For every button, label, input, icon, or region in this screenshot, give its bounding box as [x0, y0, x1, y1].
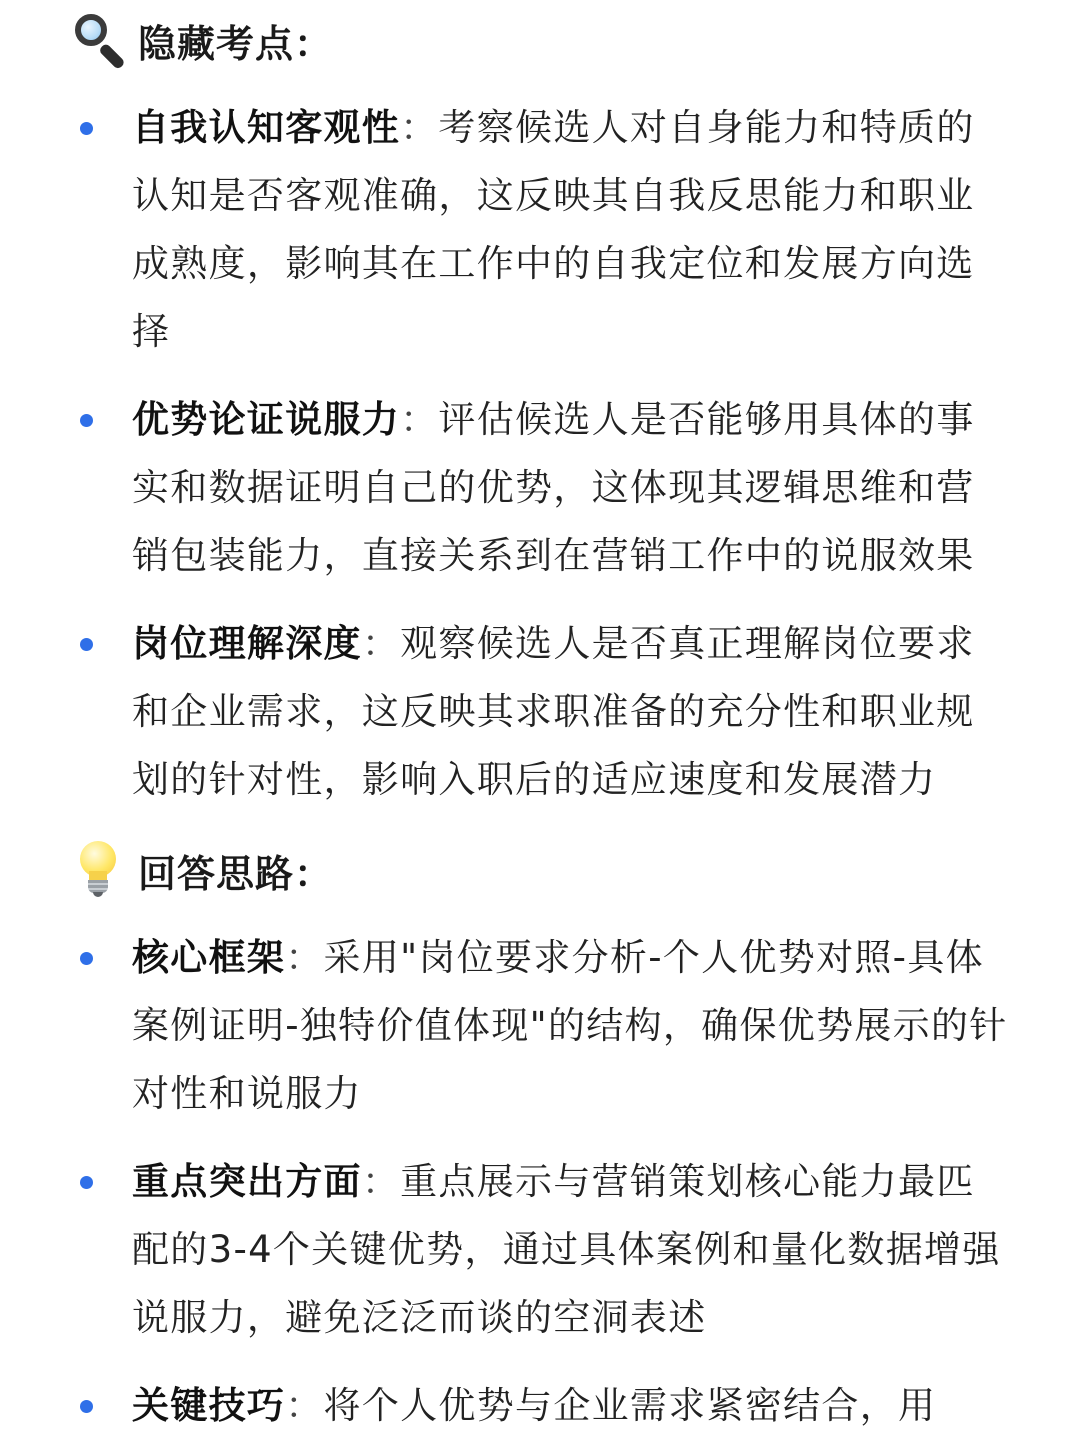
list-item-term: 核心框架 — [132, 936, 286, 979]
section-heading-hidden-points — [72, 8, 333, 72]
list-item-text — [132, 386, 1012, 590]
list-item-body: 重点展示与营销策划核心能力最匹配的3-4个关键优势，通过具体案例和量化数据增强说服力，避免泛泛而谈的空洞表述 — [132, 1160, 1001, 1339]
list-item-separator: ： — [285, 1384, 324, 1427]
list-item-text — [132, 924, 1012, 1128]
list-item-term: 关键技巧 — [132, 1384, 286, 1427]
list-item-text — [132, 94, 1012, 366]
bullet-dot — [80, 1400, 93, 1413]
magnifying-glass-icon — [72, 11, 130, 69]
bullet-dot — [80, 122, 93, 135]
bullet-dot — [80, 1176, 93, 1189]
list-item-text — [132, 610, 1012, 814]
bullet-dot — [80, 638, 93, 651]
list-item-term: 重点突出方面 — [132, 1160, 362, 1203]
list-item-separator: ： — [400, 398, 439, 441]
list-item-term: 优势论证说服力 — [132, 398, 401, 441]
light-bulb-icon — [72, 841, 130, 899]
section-heading-answer-approach — [72, 838, 333, 902]
list-item-separator: ： — [361, 1160, 401, 1203]
list-item-text — [132, 1372, 1012, 1440]
list-item-separator: ： — [361, 622, 401, 665]
list-item-body: 采用"岗位要求分析-个人优势对照-具体案例证明-独特价值体现"的结构，确保优势展示的针对性和说服力 — [132, 936, 1008, 1115]
list-item-body: 评估候选人是否能够用具体的事实和数据证明自己的优势，这体现其逻辑思维和营销包装能力，直接关系到在营销工作中的说服效果 — [132, 398, 975, 577]
bullet-dot — [80, 952, 93, 965]
list-item-body: 将个人优势与企业需求紧密结合，用 — [323, 1384, 937, 1427]
list-item-separator: ： — [285, 936, 324, 979]
list-item-body: 观察候选人是否真正理解岗位要求和企业需求，这反映其求职准备的充分性和职业规划的针对性，影响入职后的适应速度和发展潜力 — [132, 622, 975, 801]
section-title: 回答思路： — [138, 851, 334, 896]
list-item-term: 自我认知客观性 — [132, 106, 401, 149]
list-item-body: 考察候选人对自身能力和特质的认知是否客观准确，这反映其自我反思能力和职业成熟度，影响其在工作中的自我定位和发展方向选择 — [132, 106, 975, 353]
list-item-term: 岗位理解深度 — [132, 622, 362, 665]
list-item-separator: ： — [400, 106, 439, 149]
list-item-text — [132, 1148, 1012, 1352]
bullet-dot — [80, 414, 93, 427]
section-title: 隐藏考点： — [138, 21, 334, 66]
